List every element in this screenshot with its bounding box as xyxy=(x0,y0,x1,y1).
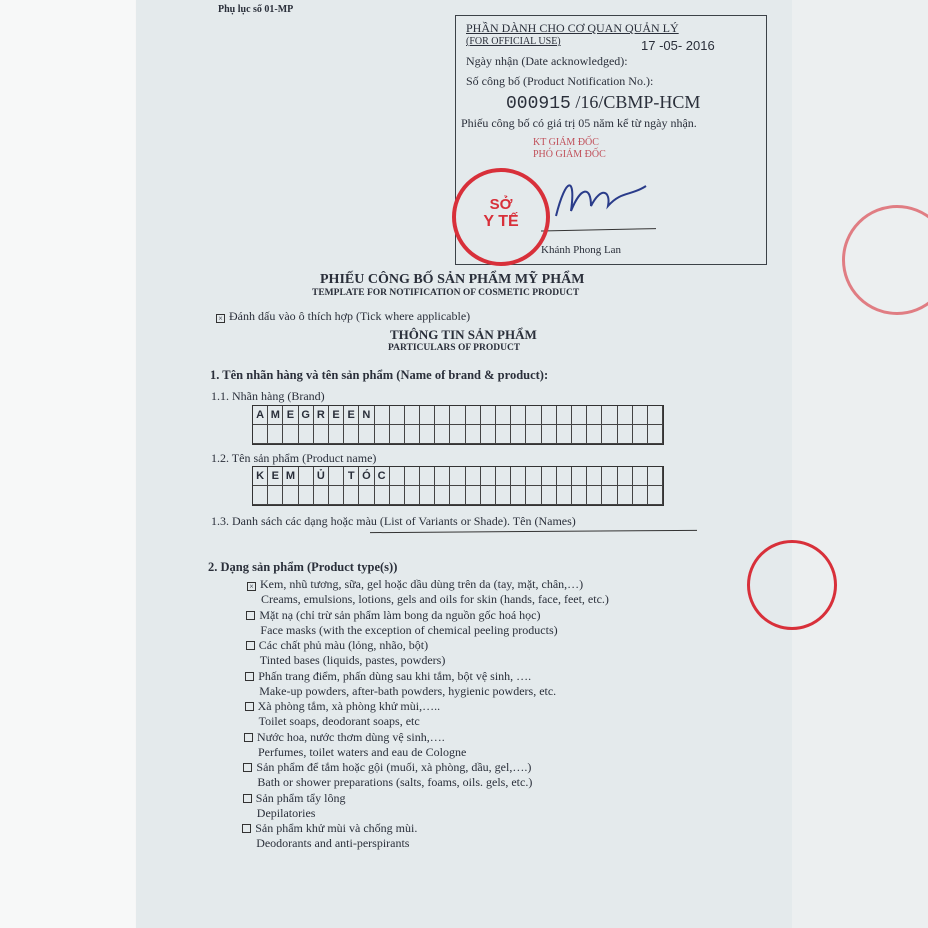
grid-cell xyxy=(526,425,541,444)
grid-cell xyxy=(283,425,298,444)
checkbox-icon[interactable] xyxy=(246,611,255,620)
grid-cell xyxy=(435,486,450,505)
type-label-vi: Sản phẩm để tắm hoặc gội (muối, xà phòng, dầu, gel,….) xyxy=(256,760,532,774)
grid-cell xyxy=(299,486,314,505)
particulars-title: THÔNG TIN SẢN PHẨM xyxy=(390,327,537,342)
grid-cell xyxy=(496,486,511,505)
grid-cell xyxy=(253,425,268,444)
grid-cell xyxy=(542,406,557,425)
grid-cell: K xyxy=(253,467,268,486)
grid-cell xyxy=(375,425,390,444)
type-label-vi: Xà phòng tắm, xà phòng khử mùi,….. xyxy=(257,699,441,713)
grid-cell xyxy=(359,425,374,444)
type-label-vi: Phấn trang điểm, phấn dùng sau khi tắm, bột vệ sinh, …. xyxy=(258,668,532,683)
grid-cell xyxy=(375,486,390,505)
grid-cell xyxy=(420,467,435,486)
form-subtitle: TEMPLATE FOR NOTIFICATION OF COSMETIC PRODUCT xyxy=(312,288,580,298)
grid-cell xyxy=(405,486,420,505)
checkbox-checked-icon: × xyxy=(216,314,225,323)
type-label-en: Make-up powders, after-bath powders, hygienic powders, etc. xyxy=(259,683,557,698)
grid-cell: C xyxy=(375,467,390,486)
grid-cell xyxy=(390,467,405,486)
seal-text: SỞ xyxy=(489,196,513,213)
grid-cell: E xyxy=(329,406,344,425)
grid-cell: R xyxy=(314,406,329,425)
number-label: Số công bố (Product Notification No.): xyxy=(466,74,654,88)
grid-cell xyxy=(557,486,572,505)
grid-cell xyxy=(253,486,268,505)
grid-cell xyxy=(602,425,617,444)
adjacent-page xyxy=(792,0,928,928)
grid-cell xyxy=(283,486,298,505)
product-type-item xyxy=(247,577,583,592)
grid-cell xyxy=(511,486,526,505)
grid-cell xyxy=(329,467,344,486)
grid-cell xyxy=(618,406,633,425)
grid-cell xyxy=(618,425,633,444)
grid-cell: E xyxy=(283,406,298,425)
grid-cell xyxy=(572,425,587,444)
grid-cell xyxy=(557,425,572,444)
grid-cell xyxy=(344,486,359,505)
section2-heading: 2. Dạng sản phẩm (Product type(s)) xyxy=(208,560,398,574)
grid-cell xyxy=(405,406,420,425)
product-type-item xyxy=(246,608,540,623)
grid-cell xyxy=(526,406,541,425)
checkbox-icon[interactable] xyxy=(242,824,251,833)
grid-cell: A xyxy=(253,406,268,425)
checkbox-icon[interactable] xyxy=(245,702,254,711)
grid-cell xyxy=(466,486,481,505)
checkbox-checked-icon[interactable]: × xyxy=(247,582,256,591)
grid-cell xyxy=(420,406,435,425)
tick-note: Đánh dấu vào ô thích hợp (Tick where applicable) xyxy=(229,309,471,323)
adjacent-stamp-2 xyxy=(747,540,837,630)
grid-cell xyxy=(496,406,511,425)
type-label-en: Face masks (with the exception of chemical peeling products) xyxy=(260,622,558,637)
date-label: Ngày nhận (Date acknowledged): xyxy=(466,54,628,68)
checkbox-icon[interactable] xyxy=(243,794,252,803)
grid-cell xyxy=(633,406,648,425)
type-label-vi: Kem, nhũ tương, sữa, gel hoặc dầu dùng trên da (tay, mặt, chân,…) xyxy=(260,577,584,591)
product-type-item xyxy=(245,699,440,714)
grid-cell xyxy=(466,425,481,444)
grid-cell: E xyxy=(344,406,359,425)
form-title: PHIẾU CÔNG BỐ SẢN PHẨM MỸ PHẨM xyxy=(320,272,585,287)
grid-cell xyxy=(587,467,602,486)
grid-cell xyxy=(496,425,511,444)
grid-cell: M xyxy=(283,467,298,486)
checkbox-icon[interactable] xyxy=(245,672,254,681)
grid-cell xyxy=(450,425,465,444)
variants-label: 1.3. Danh sách các dạng hoặc màu (List of Variants or Shade). Tên (Names) xyxy=(211,514,576,528)
date-stamp: 17 -05- 2016 xyxy=(641,38,715,53)
grid-cell xyxy=(618,467,633,486)
grid-cell xyxy=(633,486,648,505)
grid-cell xyxy=(526,486,541,505)
grid-cell xyxy=(359,486,374,505)
grid-cell xyxy=(405,467,420,486)
signature xyxy=(536,156,656,236)
grid-cell: Ủ xyxy=(314,467,329,486)
grid-cell xyxy=(542,425,557,444)
checkbox-icon[interactable] xyxy=(246,641,255,650)
grid-cell xyxy=(557,406,572,425)
grid-cell xyxy=(466,406,481,425)
grid-cell xyxy=(572,467,587,486)
grid-cell xyxy=(572,406,587,425)
product-name-label: 1.2. Tên sản phẩm (Product name) xyxy=(211,451,377,465)
checkbox-icon[interactable] xyxy=(244,733,253,742)
grid-cell xyxy=(587,406,602,425)
grid-cell xyxy=(466,467,481,486)
type-label-en: Deodorants and anti-perspirants xyxy=(256,836,410,850)
grid-cell xyxy=(587,486,602,505)
grid-cell xyxy=(602,486,617,505)
product-type-item xyxy=(242,821,417,836)
grid-cell: M xyxy=(268,406,283,425)
checkbox-icon[interactable] xyxy=(243,763,252,772)
grid-cell xyxy=(268,486,283,505)
grid-cell xyxy=(435,406,450,425)
product-type-item xyxy=(243,791,346,806)
grid-cell: N xyxy=(359,406,374,425)
grid-cell xyxy=(648,486,663,505)
grid-cell xyxy=(648,406,663,425)
grid-cell xyxy=(511,467,526,486)
grid-cell xyxy=(435,425,450,444)
grid-cell xyxy=(450,406,465,425)
product-name-grid[interactable] xyxy=(252,466,664,506)
grid-cell xyxy=(496,467,511,486)
grid-cell xyxy=(450,486,465,505)
grid-cell xyxy=(481,425,496,444)
grid-cell xyxy=(390,425,405,444)
grid-cell xyxy=(314,486,329,505)
product-type-item xyxy=(246,638,428,653)
type-label-vi: Nước hoa, nước thơm dùng vệ sinh,…. xyxy=(257,729,445,744)
grid-cell xyxy=(618,486,633,505)
product-type-item xyxy=(244,730,445,745)
official-seal xyxy=(452,168,550,266)
official-title: PHẦN DÀNH CHO CƠ QUAN QUẢN LÝ xyxy=(466,21,679,35)
grid-cell: T xyxy=(344,467,359,486)
background-left xyxy=(0,0,136,928)
grid-cell xyxy=(481,406,496,425)
grid-cell xyxy=(542,486,557,505)
seal-text-2: Y TẾ xyxy=(483,213,519,230)
grid-cell xyxy=(390,406,405,425)
adjacent-stamp xyxy=(842,205,928,315)
grid-cell xyxy=(450,467,465,486)
grid-cell xyxy=(526,467,541,486)
type-label-en: Perfumes, toilet waters and eau de Cologne xyxy=(258,744,467,759)
grid-cell xyxy=(587,425,602,444)
grid-cell: Ó xyxy=(359,467,374,486)
type-label-en: Depilatories xyxy=(256,805,316,820)
type-label-en: Toilet soaps, deodorant soaps, etc xyxy=(258,714,420,728)
grid-cell xyxy=(648,425,663,444)
annex-label: Phụ lục số 01-MP xyxy=(218,4,294,15)
type-label-vi: Mặt nạ (chỉ trừ sản phẩm làm bong da nguồn gốc hoá học) xyxy=(259,607,541,622)
grid-cell xyxy=(299,425,314,444)
grid-cell xyxy=(420,425,435,444)
brand-grid[interactable] xyxy=(252,405,664,445)
grid-cell xyxy=(602,467,617,486)
type-label-en: Creams, emulsions, lotions, gels and oils for skin (hands, face, feet, etc.) xyxy=(261,592,609,606)
type-label-vi: Các chất phủ màu (lỏng, nhão, bột) xyxy=(258,638,429,652)
grid-cell xyxy=(648,467,663,486)
particulars-subtitle: PARTICULARS OF PRODUCT xyxy=(388,343,521,353)
grid-cell xyxy=(572,486,587,505)
product-type-item xyxy=(245,669,531,684)
grid-cell xyxy=(557,467,572,486)
notification-serial: 000915 xyxy=(506,94,571,114)
grid-cell xyxy=(268,425,283,444)
signer-title: KT GIÁM ĐỐC xyxy=(533,137,599,148)
grid-cell xyxy=(314,425,329,444)
grid-cell xyxy=(481,467,496,486)
brand-label: 1.1. Nhãn hàng (Brand) xyxy=(211,389,325,403)
grid-cell xyxy=(329,425,344,444)
grid-cell: E xyxy=(268,467,283,486)
grid-cell xyxy=(633,467,648,486)
grid-cell xyxy=(299,467,314,486)
grid-cell xyxy=(405,425,420,444)
section1-heading: 1. Tên nhãn hàng và tên sản phẩm (Name of brand & product): xyxy=(210,368,549,382)
signer-title-2: PHÓ GIÁM ĐỐC xyxy=(533,149,606,160)
grid-cell xyxy=(375,406,390,425)
grid-cell xyxy=(633,425,648,444)
grid-cell xyxy=(329,486,344,505)
signer-name: Khánh Phong Lan xyxy=(541,244,622,256)
type-label-en: Tinted bases (liquids, pastes, powders) xyxy=(259,653,446,667)
notification-suffix: /16/CBMP-HCM xyxy=(575,92,701,112)
grid-cell xyxy=(390,486,405,505)
grid-cell xyxy=(420,486,435,505)
type-label-vi: Sản phẩm khử mùi và chống mùi. xyxy=(255,821,418,835)
product-type-item xyxy=(243,760,531,775)
grid-cell xyxy=(511,425,526,444)
grid-cell: G xyxy=(299,406,314,425)
grid-cell xyxy=(602,406,617,425)
grid-cell xyxy=(481,486,496,505)
grid-cell xyxy=(542,467,557,486)
grid-cell xyxy=(435,467,450,486)
grid-cell xyxy=(511,406,526,425)
official-title-en: (FOR OFFICIAL USE) xyxy=(466,36,561,47)
validity-note: Phiếu công bố có giá trị 05 năm kể từ ngày nhận. xyxy=(461,116,697,130)
type-label-vi: Sản phẩm tẩy lông xyxy=(255,790,346,805)
type-label-en: Bath or shower preparations (salts, foams, oils. gels, etc.) xyxy=(257,775,533,789)
grid-cell xyxy=(344,425,359,444)
